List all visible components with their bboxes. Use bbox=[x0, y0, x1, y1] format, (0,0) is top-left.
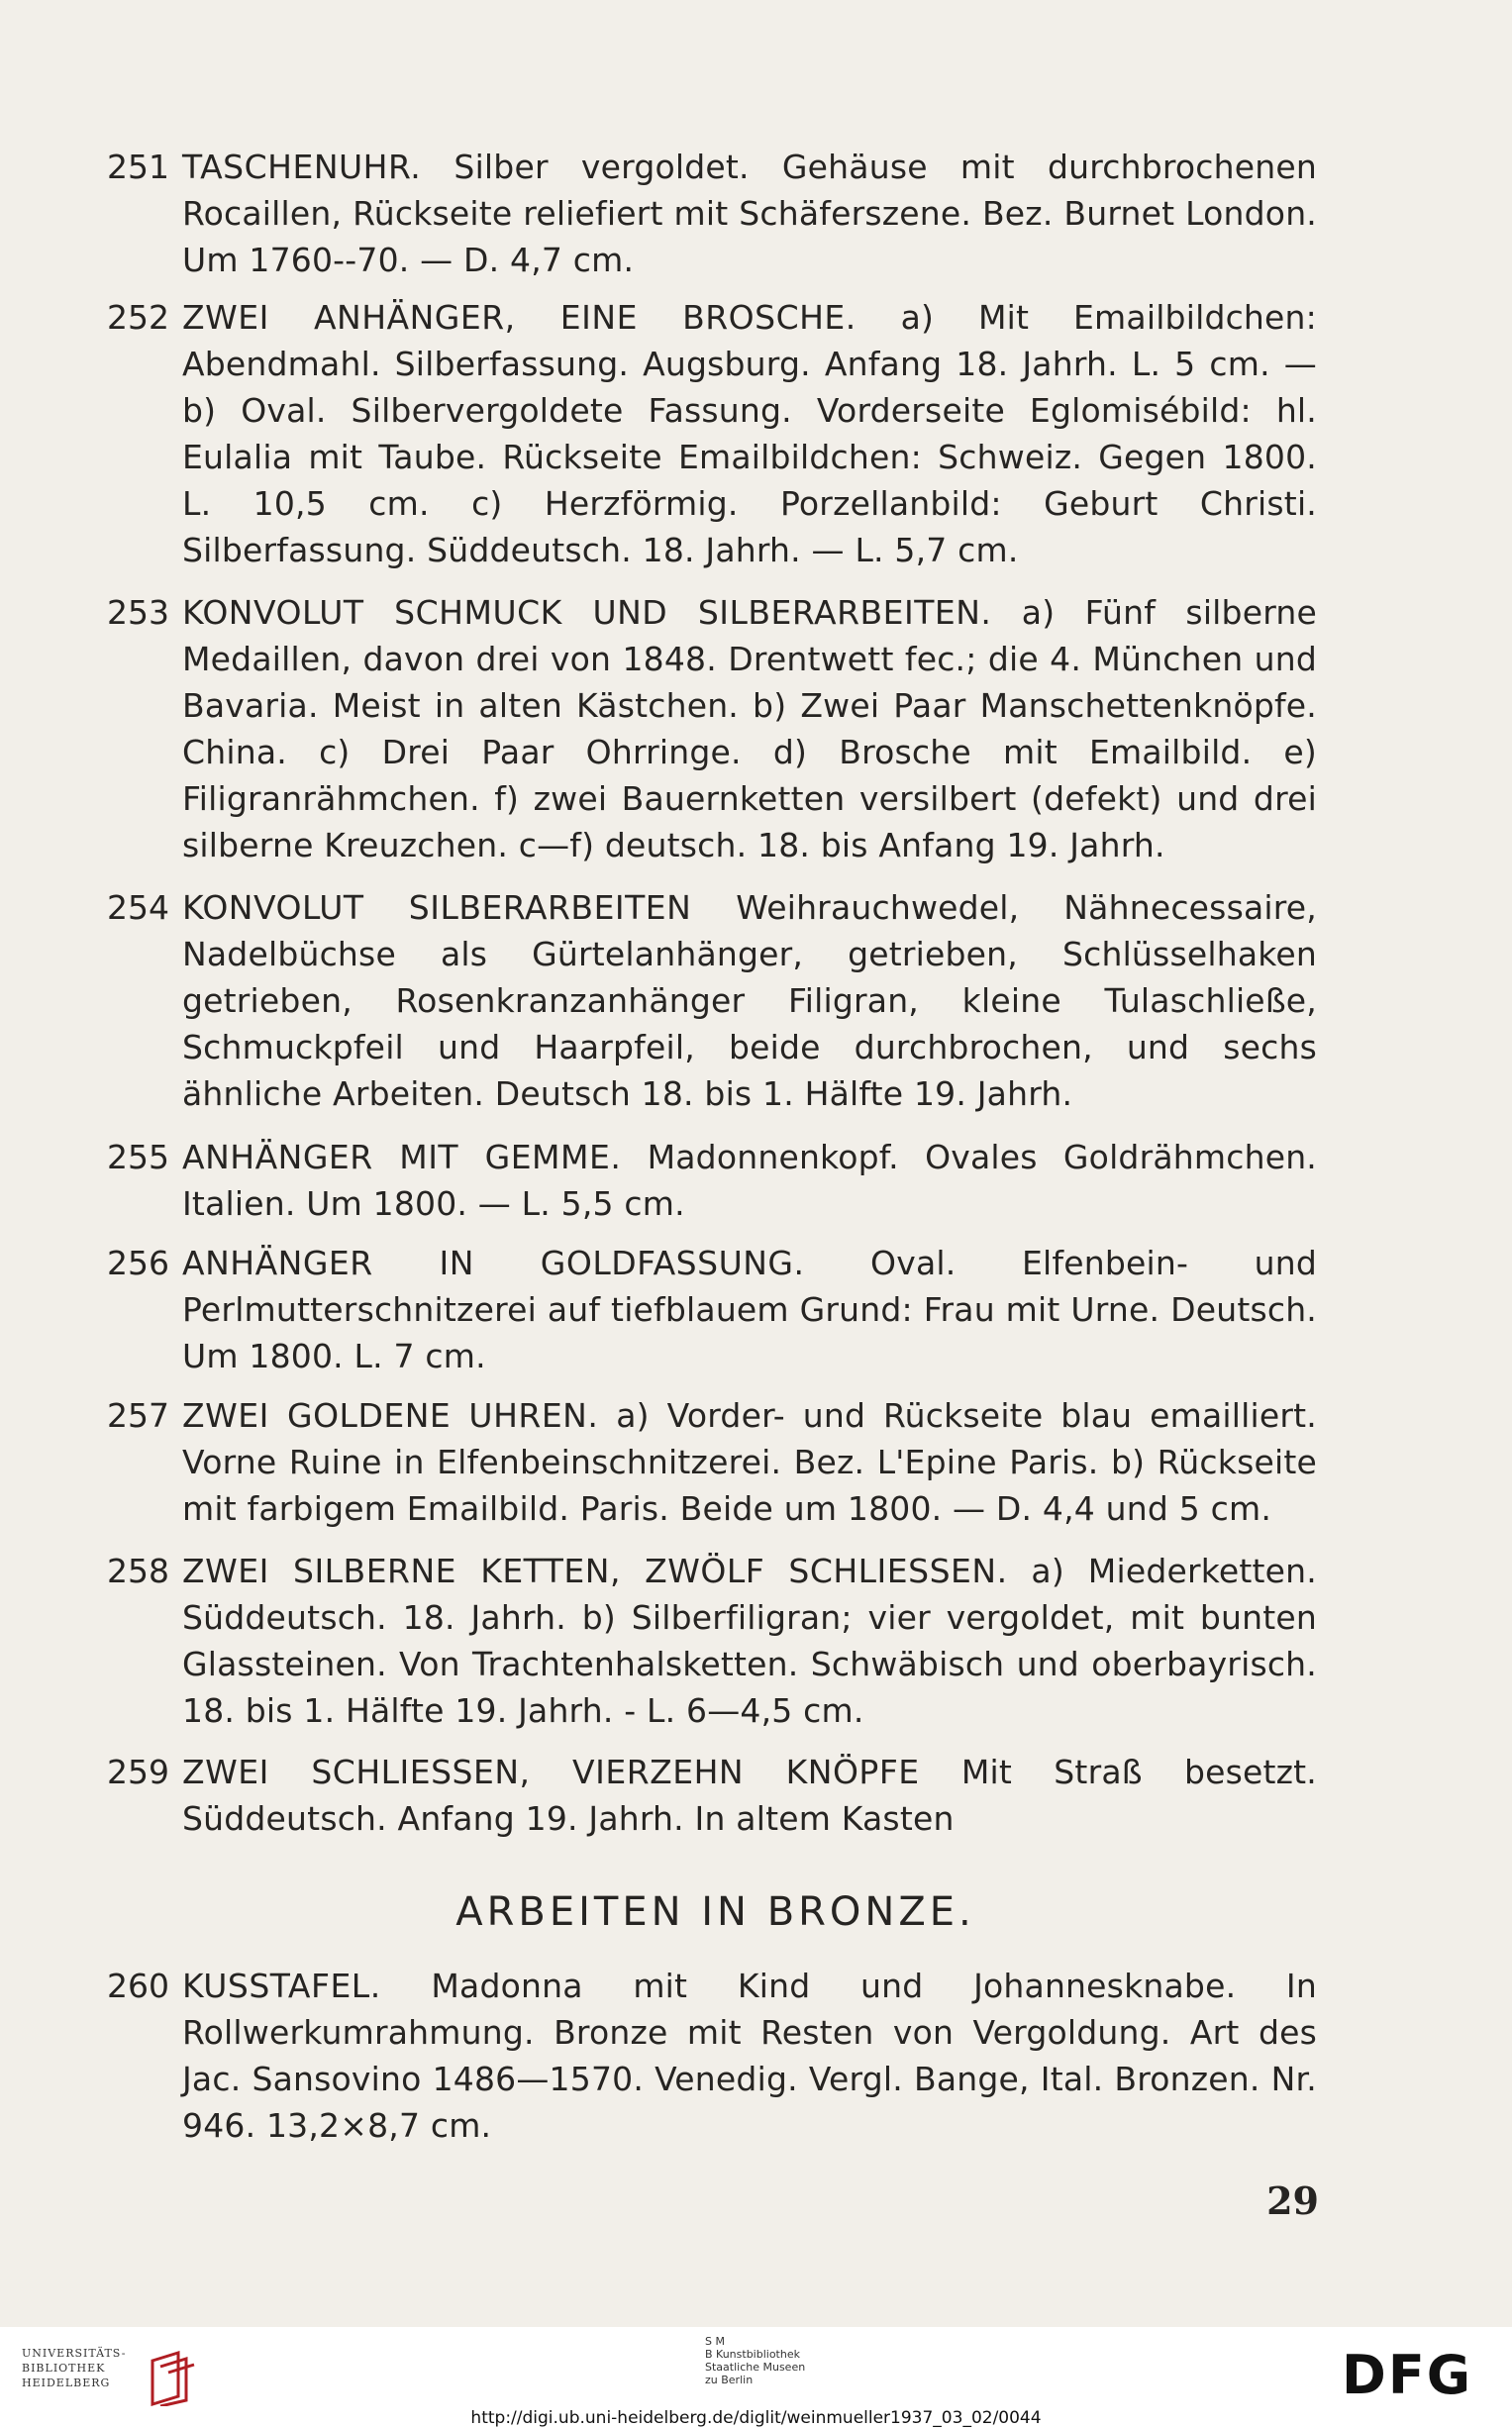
catalog-entry-260 bbox=[107, 1963, 1317, 2149]
catalog-entry-256 bbox=[107, 1240, 1317, 1379]
entry-title: ZWEI SCHLIESSEN, VIERZEHN KNÖPFE bbox=[182, 1753, 920, 1791]
university-library-logo[interactable] bbox=[22, 2345, 240, 2408]
entry-text bbox=[182, 1548, 1317, 1734]
entry-number: 260 bbox=[107, 1967, 169, 2005]
entry-title: KONVOLUT SCHMUCK UND SILBERARBEITEN. bbox=[182, 593, 992, 632]
entry-description: Weihrauchwedel, Nähnecessaire, Nadelbüchse als Gürtelanhänger, getrieben, Schlüsselhaken getrieben, Rosenkranzanhänger Filigran, kleine Tulaschließe, Schmuckpfeil und Haarpfeil, beide durchbrochen, und sechs ähnliche Arbeiten. Deutsch 18. bis 1. Hälfte 19. Jahrh. bbox=[182, 888, 1317, 1113]
catalog-entry-252 bbox=[107, 294, 1317, 573]
entry-number: 253 bbox=[107, 593, 169, 632]
logo-line: UNIVERSITÄTS- bbox=[22, 2347, 127, 2360]
entry-text bbox=[182, 1392, 1317, 1532]
entry-description: a) Mit Emailbildchen: Abendmahl. Silberfassung. Augsburg. Anfang 18. Jahrh. L. 5 cm. — b) Oval. Silbervergoldete Fassung. Vorderseite Eglomisébild: hl. Eulalia mit Taube. Rückseite Emailbildchen: Schweiz. Gegen 1800. L. 10,5 cm. c) Herzförmig. Porzellanbild: Geburt Christi. Silberfassung. Süddeutsch. 18. Jahrh. — L. 5,7 cm. bbox=[182, 298, 1317, 569]
entry-description: Madonnenkopf. Ovales Goldrähmchen. Italien. Um 1800. — L. 5,5 cm. bbox=[182, 1138, 1317, 1223]
entry-number: 256 bbox=[107, 1244, 169, 1282]
entry-description: Silber vergoldet. Gehäuse mit durchbrochenen Rocaillen, Rückseite reliefiert mit Schäferszene. Bez. Burnet London. Um 1760--70. — D. 4,7 cm. bbox=[182, 148, 1317, 279]
entry-text bbox=[182, 1240, 1317, 1379]
entry-number: 259 bbox=[107, 1753, 169, 1791]
catalog-entry-255 bbox=[107, 1134, 1317, 1227]
catalog-entry-259 bbox=[107, 1749, 1317, 1842]
logo-line: zu Berlin bbox=[705, 2374, 754, 2386]
catalog-entry-258 bbox=[107, 1548, 1317, 1734]
entry-text bbox=[182, 884, 1317, 1117]
entry-number: 257 bbox=[107, 1396, 169, 1435]
entry-text bbox=[182, 1963, 1317, 2149]
entry-text bbox=[182, 589, 1317, 868]
catalog-entry-257 bbox=[107, 1392, 1317, 1532]
entry-title: ANHÄNGER MIT GEMME. bbox=[182, 1138, 622, 1176]
entry-title: ZWEI ANHÄNGER, EINE BROSCHE. bbox=[182, 298, 857, 337]
entry-description: Madonna mit Kind und Johannesknabe. In Rollwerkumrahmung. Bronze mit Resten von Vergoldung. Art des Jac. Sansovino 1486—1570. Venedig. Vergl. Bange, Ital. Bronzen. Nr. 946. 13,2×8,7 cm. bbox=[182, 1967, 1317, 2145]
entry-number: 252 bbox=[107, 298, 169, 337]
entry-text bbox=[182, 144, 1317, 283]
entry-title: ZWEI GOLDENE UHREN. bbox=[182, 1396, 599, 1435]
entry-number: 251 bbox=[107, 148, 169, 186]
library-emblem-icon bbox=[139, 2347, 208, 2406]
catalog-entry-251 bbox=[107, 144, 1317, 283]
entry-text bbox=[182, 1134, 1317, 1227]
entry-number: 254 bbox=[107, 888, 169, 927]
page-number: 29 bbox=[1266, 2178, 1319, 2223]
staatliche-museen-logo[interactable] bbox=[705, 2335, 893, 2414]
entry-description: a) Vorder- und Rückseite blau emailliert. Vorne Ruine in Elfenbeinschnitzerei. Bez. L'Epine Paris. b) Rückseite mit farbigem Emailbild. Paris. Beide um 1800. — D. 4,4 und 5 cm. bbox=[182, 1396, 1318, 1528]
entry-title: ZWEI SILBERNE KETTEN, ZWÖLF SCHLIESSEN. bbox=[182, 1552, 1008, 1590]
logo-line: S M bbox=[705, 2335, 725, 2348]
entry-text bbox=[182, 294, 1317, 573]
entry-title: KONVOLUT SILBERARBEITEN bbox=[182, 888, 692, 927]
dfg-logo[interactable]: DFG bbox=[1342, 2344, 1473, 2406]
logo-line: HEIDELBERG bbox=[22, 2377, 111, 2389]
entry-description: a) Miederketten. Süddeutsch. 18. Jahrh. b) Silberfiligran; vier vergoldet, mit bunten Glassteinen. Von Trachtenhalsketten. Schwäbisch und oberbayrisch. 18. bis 1. Hälfte 19. Jahrh. - L. 6—4,5 cm. bbox=[182, 1552, 1317, 1730]
logo-line: Staatliche Museen bbox=[705, 2361, 806, 2374]
footer-bar bbox=[0, 2327, 1512, 2428]
entry-description: a) Fünf silberne Medaillen, davon drei von 1848. Drentwett fec.; die 4. München und Bavaria. Meist in alten Kästchen. b) Zwei Paar Manschettenknöpfe. China. c) Drei Paar Ohrringe. d) Brosche mit Emailbild. e) Filigranrähmchen. f) zwei Bauernketten versilbert (defekt) und drei silberne Kreuzchen. c—f) deutsch. 18. bis Anfang 19. Jahrh. bbox=[182, 593, 1318, 864]
logo-line: BIBLIOTHEK bbox=[22, 2362, 106, 2375]
entry-title: KUSSTAFEL. bbox=[182, 1967, 381, 2005]
section-heading: ARBEITEN IN BRONZE. bbox=[455, 1889, 975, 1935]
entry-title: ANHÄNGER IN GOLDFASSUNG. bbox=[182, 1244, 805, 1282]
catalog-entry-253 bbox=[107, 589, 1317, 868]
entry-title: TASCHENUHR. bbox=[182, 148, 422, 186]
entry-number: 258 bbox=[107, 1552, 169, 1590]
entry-description: Oval. Elfenbein- und Perlmutterschnitzerei auf tiefblauem Grund: Frau mit Urne. Deutsch. Um 1800. L. 7 cm. bbox=[182, 1244, 1317, 1375]
entry-description: Mit Straß besetzt. Süddeutsch. Anfang 19. Jahrh. In altem Kasten bbox=[182, 1753, 1317, 1838]
source-url-link[interactable]: http://digi.ub.uni-heidelberg.de/diglit/weinmueller1937_03_02/0044 bbox=[470, 2408, 1042, 2428]
catalog-entry-254 bbox=[107, 884, 1317, 1117]
entry-text bbox=[182, 1749, 1317, 1842]
entry-number: 255 bbox=[107, 1138, 169, 1176]
logo-line: B Kunstbibliothek bbox=[705, 2348, 800, 2361]
